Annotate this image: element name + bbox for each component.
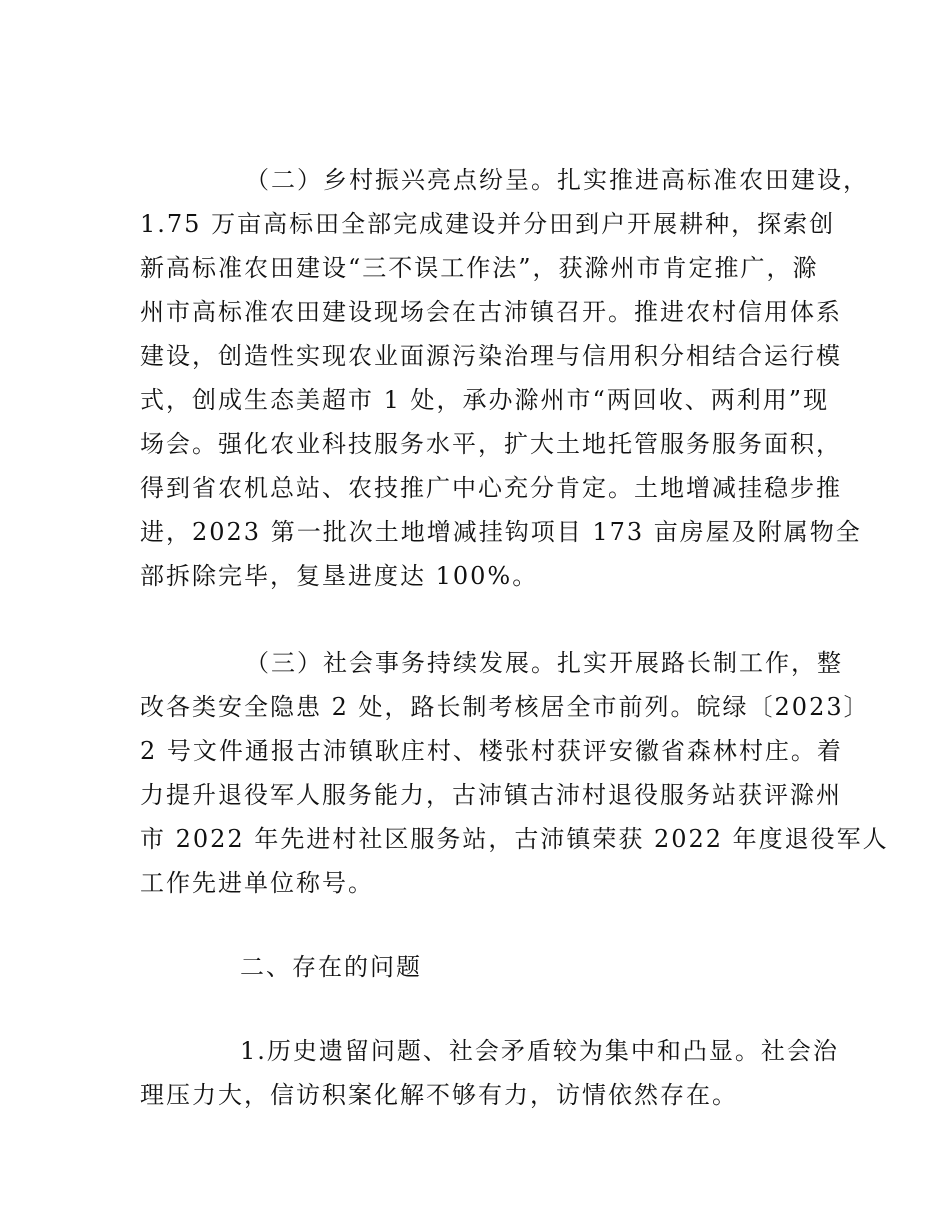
paragraph-line: 得到省农机总站、农技推广中心充分肯定。土地增减挂稳步推: [140, 474, 842, 502]
paragraph-line: 力提升退役军人服务能力，古沛镇古沛村退役服务站获评滁州: [140, 781, 842, 809]
paragraph-line: 理压力大，信访积案化解不够有力，访情依然存在。: [140, 1081, 738, 1109]
paragraph-line: （二）乡村振兴亮点纷呈。扎实推进高标准农田建设，: [245, 166, 869, 194]
paragraph-line: 州市高标准农田建设现场会在古沛镇召开。推进农村信用体系: [140, 298, 842, 326]
paragraph-line: 市 2022 年先进村社区服务站，古沛镇荣获 2022 年度退役军人: [140, 825, 889, 853]
paragraph-line: 式，创成生态美超市 1 处，承办滁州市“两回收、两利用”现: [140, 386, 830, 414]
paragraph-line: 部拆除完毕，复垦进度达 100%。: [140, 562, 539, 590]
paragraph-line: 改各类安全隐患 2 处，路长制考核居全市前列。皖绿〔2023〕: [140, 693, 870, 721]
paragraph-line: 建设，创造性实现农业面源污染治理与信用积分相结合运行模: [140, 342, 842, 370]
paragraph-line: 工作先进单位称号。: [140, 869, 374, 897]
paragraph-line: 场会。强化农业科技服务水平，扩大土地托管服务服务面积，: [140, 430, 842, 458]
paragraph-line: 1.历史遗留问题、社会矛盾较为集中和凸显。社会治: [240, 1037, 839, 1065]
section-heading: 二、存在的问题: [240, 953, 422, 981]
paragraph-line: 1.75 万亩高标田全部完成建设并分田到户开展耕种，探索创: [140, 210, 836, 238]
paragraph-line: （三）社会事务持续发展。扎实开展路长制工作，整: [245, 649, 843, 677]
paragraph-line: 新高标准农田建设“三不误工作法”，获滁州市肯定推广，滁: [140, 254, 819, 282]
paragraph-line: 2 号文件通报古沛镇耿庄村、楼张村获评安徽省森林村庄。着: [140, 737, 843, 765]
paragraph-line: 进，2023 第一批次土地增减挂钩项目 173 亩房屋及附属物全: [140, 518, 862, 546]
